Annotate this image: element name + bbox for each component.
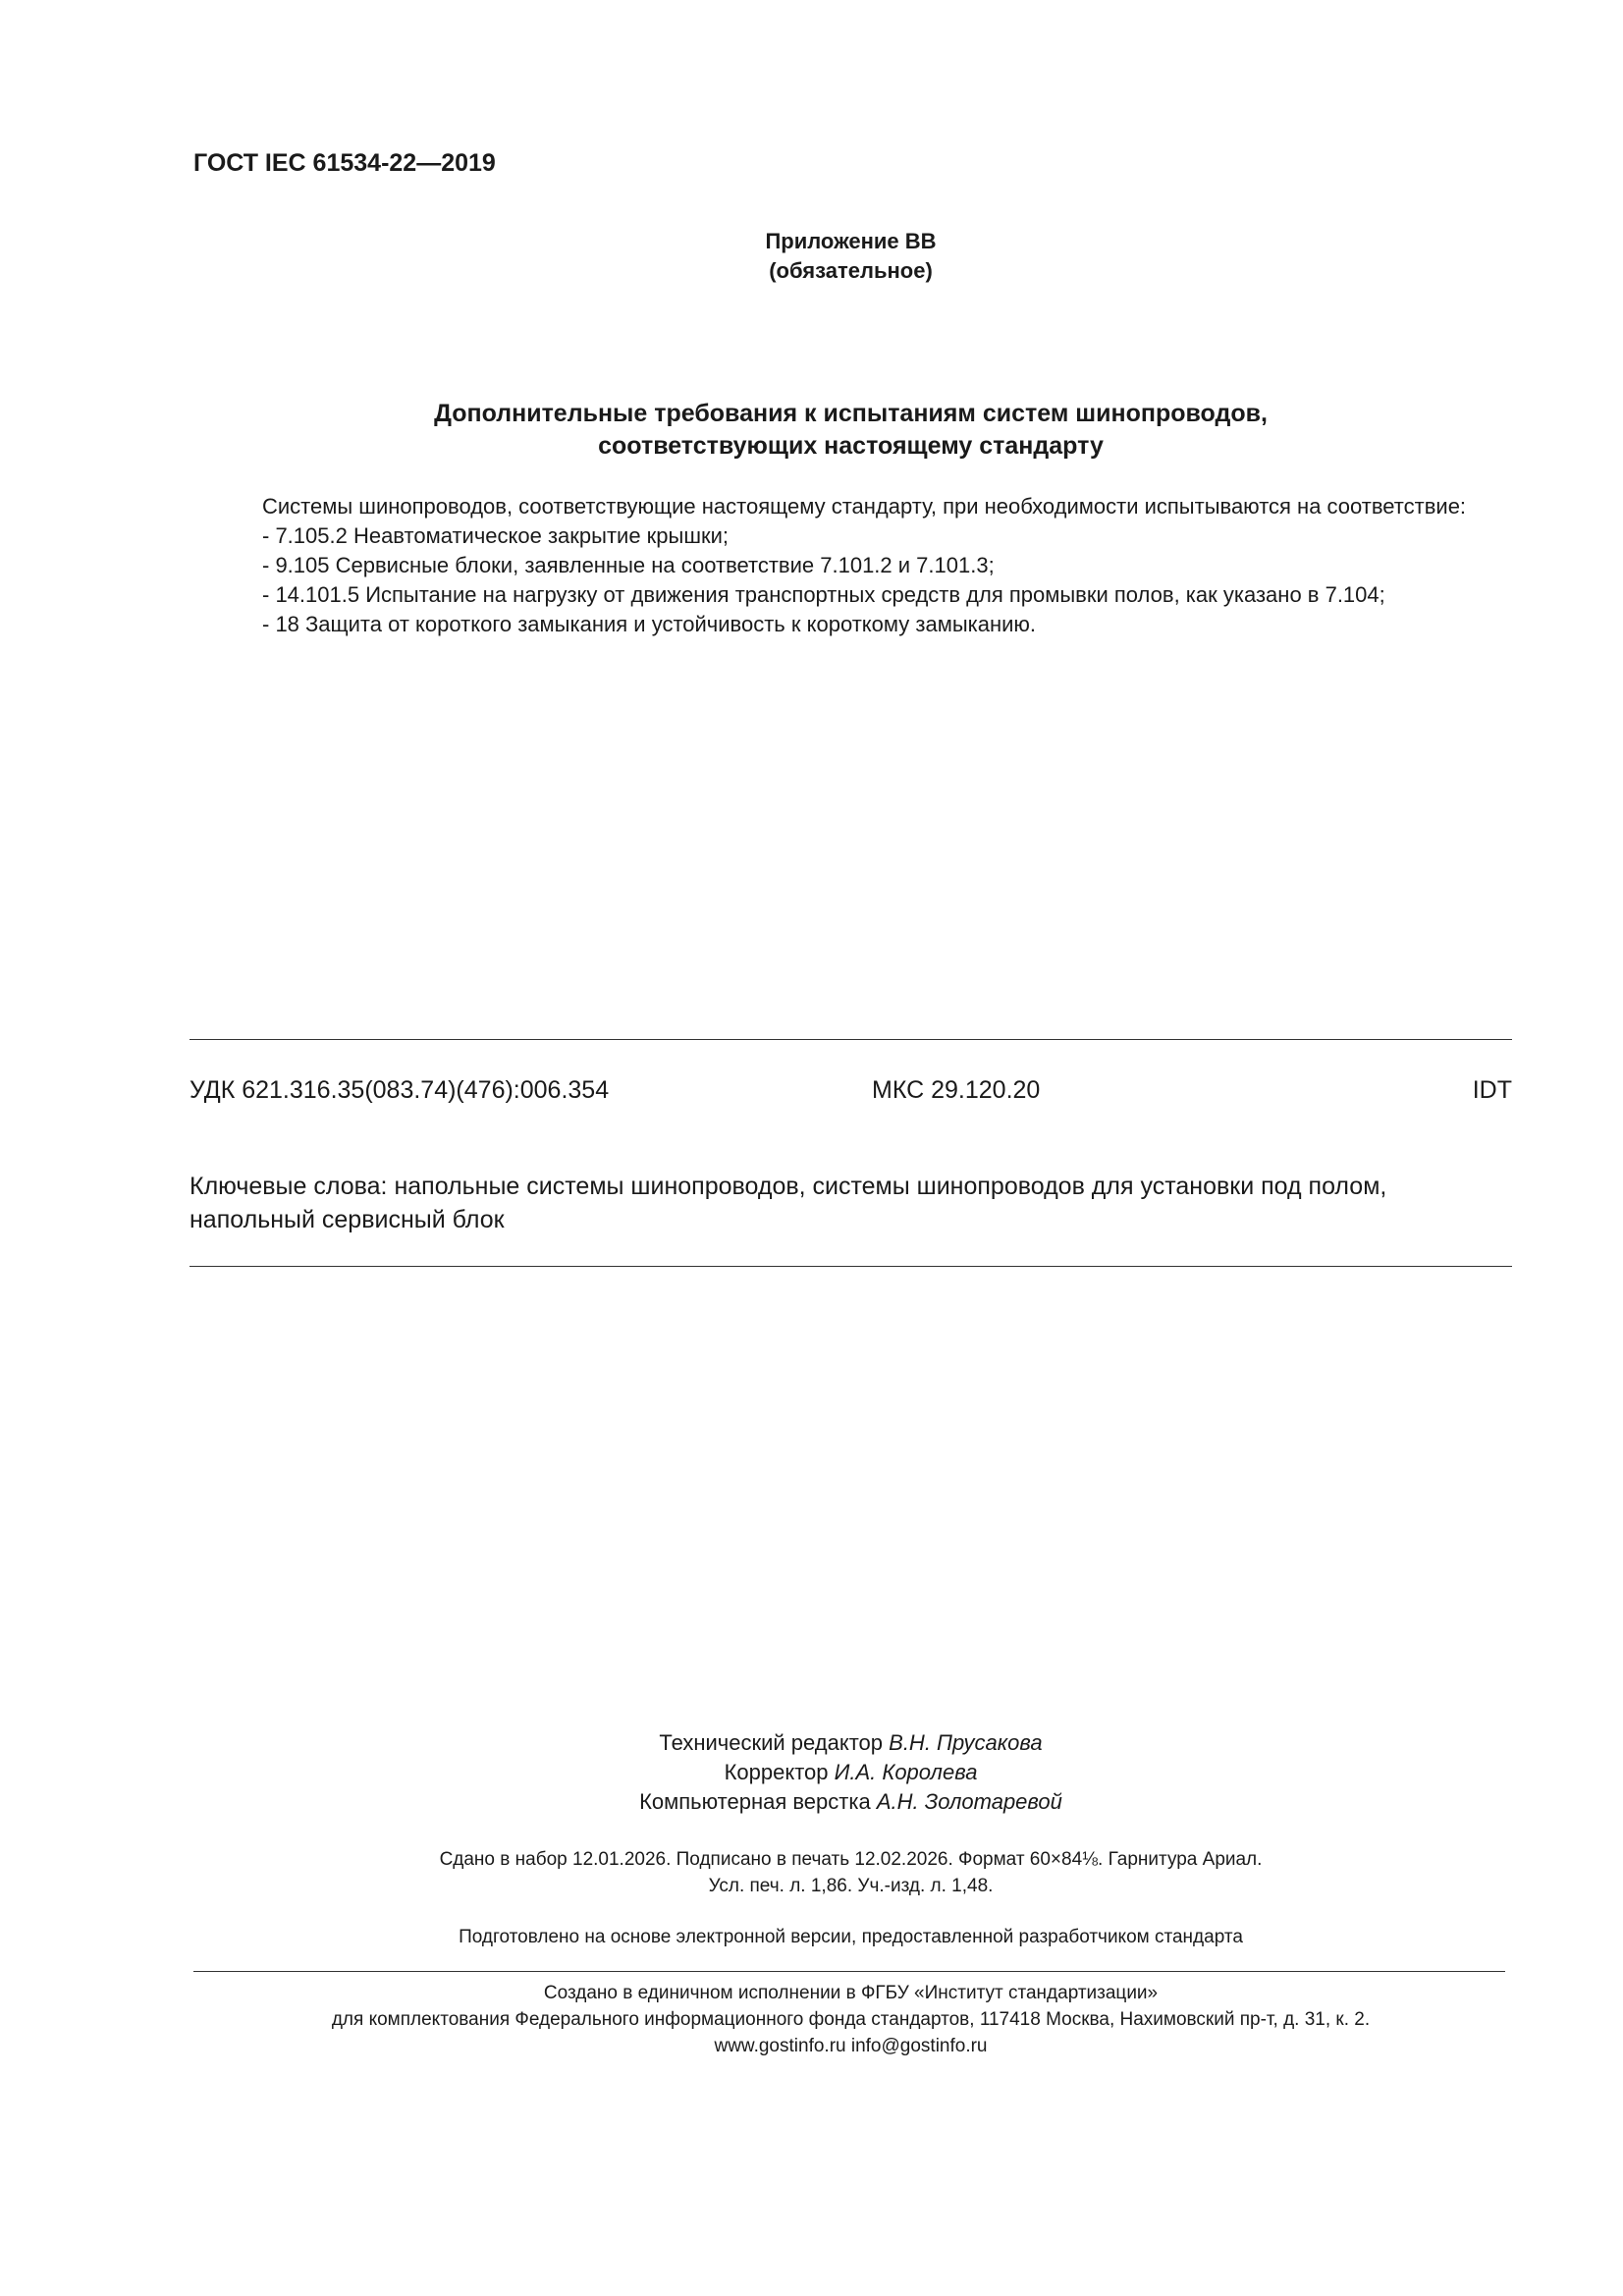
layout-editor: [0, 1787, 1623, 1817]
tech-editor-label: Технический редактор: [659, 1730, 890, 1755]
tech-editor-name: В.Н. Прусакова: [889, 1730, 1043, 1755]
publisher-line-1: Создано в единичном исполнении в ФГБУ «Институт стандартизации»: [543, 1983, 1159, 2003]
publisher-info: [0, 1980, 1623, 2059]
idt-label: IDT: [1472, 1076, 1512, 1104]
document-code: ГОСТ IEC 61534-22—2019: [193, 149, 496, 177]
annex-status: (обязательное): [769, 258, 933, 283]
print-info-line-1: Сдано в набор 12.01.2026. Подписано в печать 12.02.2026. Формат 60×84⅛. Гарнитура Ариал.: [439, 1849, 1263, 1870]
requirement-item: - 18 Защита от короткого замыкания и устойчивость к короткому замыканию.: [262, 612, 1037, 636]
mks-code: МКС 29.120.20: [872, 1076, 1041, 1104]
publisher-contacts: www.gostinfo.ru info@gostinfo.ru: [714, 2036, 988, 2056]
annex-heading: [0, 398, 1623, 463]
print-info: [0, 1846, 1623, 1899]
divider: [189, 1266, 1512, 1267]
udk-code: УДК 621.316.35(083.74)(476):006.354: [189, 1076, 610, 1104]
requirement-item: - 7.105.2 Неавтоматическое закрытие крышки;: [262, 523, 730, 548]
keywords: Ключевые слова: напольные системы шинопроводов, системы шинопроводов для установки под полом, напольный сервисный блок: [189, 1173, 1387, 1233]
tech-editor: [0, 1728, 1623, 1758]
divider: [189, 1039, 1512, 1040]
credits: [0, 1728, 1623, 1817]
prepared-note: Подготовлено на основе электронной версии, предоставленной разработчиком стандарта: [459, 1927, 1243, 1947]
annex-title: Приложение ВВ: [765, 229, 937, 253]
publisher-line-2: для комплектования Федерального информационного фонда стандартов, 117418 Москва, Нахимовский пр-т, д. 31, к. 2.: [331, 2009, 1371, 2030]
layout-editor-name: А.Н. Золотаревой: [876, 1789, 1062, 1814]
layout-editor-label: Компьютерная верстка: [639, 1789, 877, 1814]
annex-body: [193, 492, 1509, 639]
intro-paragraph: Системы шинопроводов, соответствующие настоящему стандарту, при необходимости испытываются на соответствие:: [262, 494, 1467, 519]
requirement-item: - 9.105 Сервисные блоки, заявленные на соответствие 7.101.2 и 7.101.3;: [262, 553, 995, 577]
requirement-item: - 14.101.5 Испытание на нагрузку от движения транспортных средств для промывки полов, как указано в 7.104;: [262, 582, 1385, 607]
corrector: [0, 1758, 1623, 1787]
print-info-line-2: Усл. печ. л. 1,86. Уч.-изд. л. 1,48.: [708, 1876, 994, 1896]
annex-heading-line-2: соответствующих настоящему стандарту: [598, 432, 1104, 460]
corrector-name: И.А. Королева: [834, 1760, 978, 1784]
corrector-label: Корректор: [724, 1760, 835, 1784]
annex-heading-line-1: Дополнительные требования к испытаниям систем шинопроводов,: [434, 400, 1268, 427]
divider: [193, 1971, 1505, 1972]
